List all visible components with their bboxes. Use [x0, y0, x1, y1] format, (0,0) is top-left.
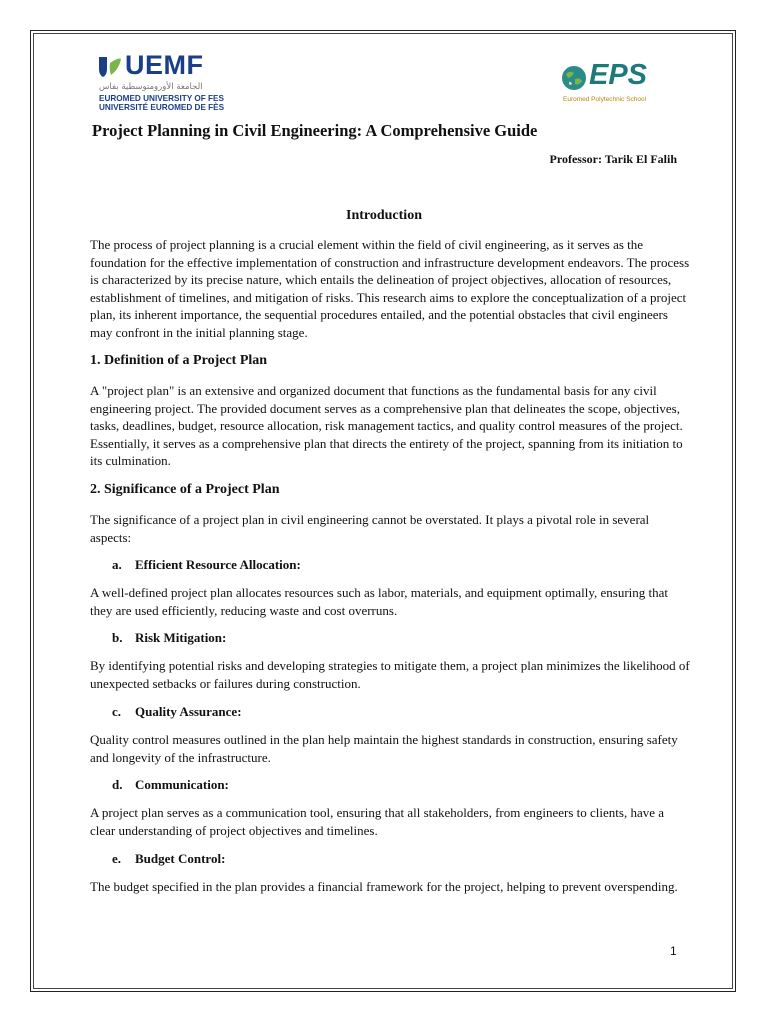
item-e-heading: [112, 851, 225, 867]
item-a-title: Efficient Resource Allocation:: [135, 557, 301, 572]
item-e-letter: e.: [112, 851, 122, 866]
uemf-leaf-icon: [97, 55, 123, 79]
item-a-letter: a.: [112, 557, 122, 572]
item-b-heading: [112, 630, 226, 646]
uemf-logo: [97, 52, 227, 114]
professor-name: Professor: Tarik El Falih: [549, 152, 677, 166]
section-2-heading: 2. Significance of a Project Plan: [90, 482, 280, 497]
item-e-paragraph: The budget specified in the plan provides a financial framework for the project, helping to prevent overspending.: [90, 879, 678, 894]
eps-globe-icon: [560, 64, 588, 92]
section-1-paragraph: A "project plan" is an extensive and organized document that functions as the fundamental basis for any civil engineering project. The provided document serves as a comprehensive plan that delineates the scope, objectives, tasks, deadlines, budget, resource allocation, risk management tactics, and quality control measures of the project. Essentially, it serves as a comprehensive plan that directs the entirety of the project, spanning from its initiation to its culmination.: [90, 383, 683, 468]
item-d-paragraph: A project plan serves as a communication tool, ensuring that all stakeholders, from engineers to clients, have a clear understanding of project objectives and timelines.: [90, 805, 664, 838]
eps-subtitle: Euromed Polytechnic School: [563, 96, 647, 103]
eps-wordmark: EPS: [589, 59, 648, 91]
item-b-paragraph: By identifying potential risks and developing strategies to mitigate them, a project plan minimizes the likelihood of unexpected setbacks or failures during construction.: [90, 658, 690, 691]
item-b-title: Risk Mitigation:: [135, 630, 227, 645]
item-a-heading: [112, 557, 301, 573]
item-c-letter: c.: [112, 704, 122, 719]
item-d-title: Communication:: [135, 777, 229, 792]
item-c-title: Quality Assurance:: [135, 704, 242, 719]
eps-logo: [560, 59, 660, 112]
uemf-arabic-name: الجامعة الأورومتوسطية بفاس: [99, 82, 203, 92]
item-e-title: Budget Control:: [135, 851, 226, 866]
document-title: Project Planning in Civil Engineering: A Comprehensive Guide: [92, 121, 538, 140]
introduction-heading: Introduction: [346, 208, 422, 223]
item-b-letter: b.: [112, 630, 123, 645]
uemf-wordmark: UEMF: [125, 50, 204, 80]
item-a-paragraph: A well-defined project plan allocates resources such as labor, materials, and equipment optimally, ensuring that they are used efficiently, reducing waste and cost overruns.: [90, 585, 669, 618]
item-d-heading: [112, 777, 229, 793]
item-c-heading: [112, 704, 242, 720]
page-number: 1: [670, 944, 677, 958]
item-d-letter: d.: [112, 777, 123, 792]
uemf-english-name: EUROMED UNIVERSITY OF FES: [99, 94, 224, 103]
section-1-heading: 1. Definition of a Project Plan: [90, 353, 268, 368]
introduction-paragraph: The process of project planning is a crucial element within the field of civil engineering, as it serves as the foundation for the effective implementation of construction and infrastructure development endeavors. The process is characterized by its precise nature, which entails the delineation of project objectives, allocation of resources, establishment of timelines, and mitigation of risks. This research aims to explore the conceptualization of a project plan, its inherent importance, the sequential procedures entailed, and the potential obstacles that civil engineers may confront in the initial planning stage.: [90, 237, 690, 340]
uemf-french-name: UNIVERSITÉ EUROMED DE FÈS: [99, 103, 225, 112]
item-c-paragraph: Quality control measures outlined in the plan help maintain the highest standards in construction, ensuring safety and longevity of the infrastructure.: [90, 732, 678, 765]
section-2-paragraph: The significance of a project plan in civil engineering cannot be overstated. It plays a pivotal role in several aspects:: [90, 512, 650, 545]
